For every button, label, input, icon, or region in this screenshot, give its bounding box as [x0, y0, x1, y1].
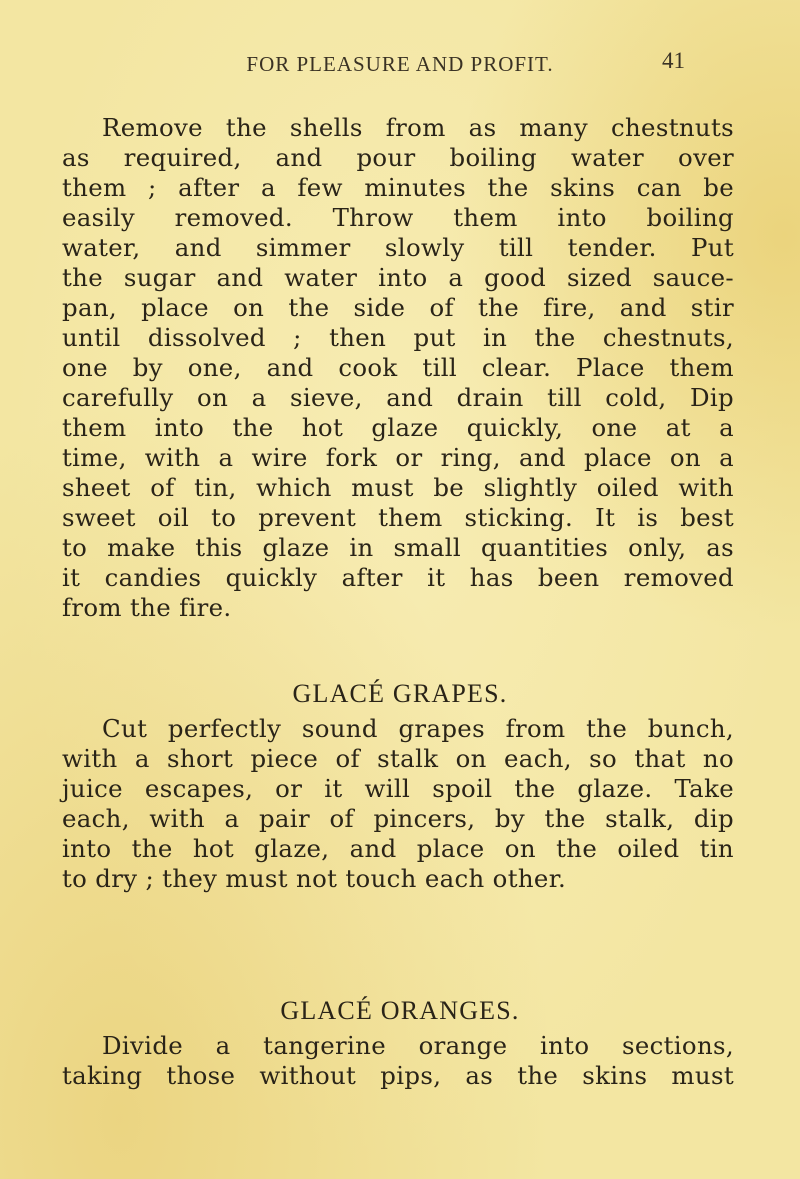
text-line: Cut perfectly sound grapes from the bunch,: [102, 714, 734, 743]
text-line: to dry ; they must not touch each other.: [62, 864, 567, 893]
text-line: them ; after a few minutes the skins can be: [62, 173, 734, 202]
oranges-paragraph: [62, 1031, 734, 1091]
grapes-paragraph: [62, 714, 734, 894]
page-number: 41: [662, 48, 685, 73]
text-line: easily removed. Throw them into boiling: [62, 203, 734, 232]
text-line: sheet of tin, which must be slightly oiled with: [62, 473, 734, 502]
text-line: one by one, and cook till clear. Place them: [62, 353, 734, 382]
text-line: Divide a tangerine orange into sections,: [102, 1031, 734, 1060]
text-line: juice escapes, or it will spoil the glaze. Take: [62, 774, 734, 803]
text-line: Remove the shells from as many chestnuts: [102, 113, 734, 142]
text-line: carefully on a sieve, and drain till cold, Dip: [62, 383, 734, 412]
text-line: time, with a wire fork or ring, and place on a: [62, 443, 734, 472]
running-head: FOR PLEASURE AND PROFIT.: [246, 52, 554, 76]
text-line: as required, and pour boiling water over: [62, 143, 734, 172]
chestnut-paragraph: [62, 113, 734, 623]
text-line: until dissolved ; then put in the chestnuts,: [62, 323, 734, 352]
text-line: pan, place on the side of the fire, and stir: [62, 293, 734, 322]
text-line: it candies quickly after it has been removed: [62, 563, 734, 592]
section-heading-glace-oranges: GLACÉ ORANGES.: [280, 996, 520, 1025]
text-line: to make this glaze in small quantities only, as: [62, 533, 734, 562]
section-heading-glace-grapes: GLACÉ GRAPES.: [292, 679, 508, 708]
text-line: taking those without pips, as the skins must: [62, 1061, 734, 1090]
text-line: them into the hot glaze quickly, one at a: [62, 413, 734, 442]
text-line: each, with a pair of pincers, by the stalk, dip: [62, 804, 734, 833]
text-line: into the hot glaze, and place on the oiled tin: [62, 834, 734, 863]
text-line: with a short piece of stalk on each, so that no: [62, 744, 734, 773]
text-line: sweet oil to prevent them sticking. It is best: [62, 503, 734, 532]
text-line: the sugar and water into a good sized sauce-: [62, 263, 734, 292]
text-line: from the fire.: [62, 593, 232, 622]
text-line: water, and simmer slowly till tender. Put: [62, 233, 734, 262]
